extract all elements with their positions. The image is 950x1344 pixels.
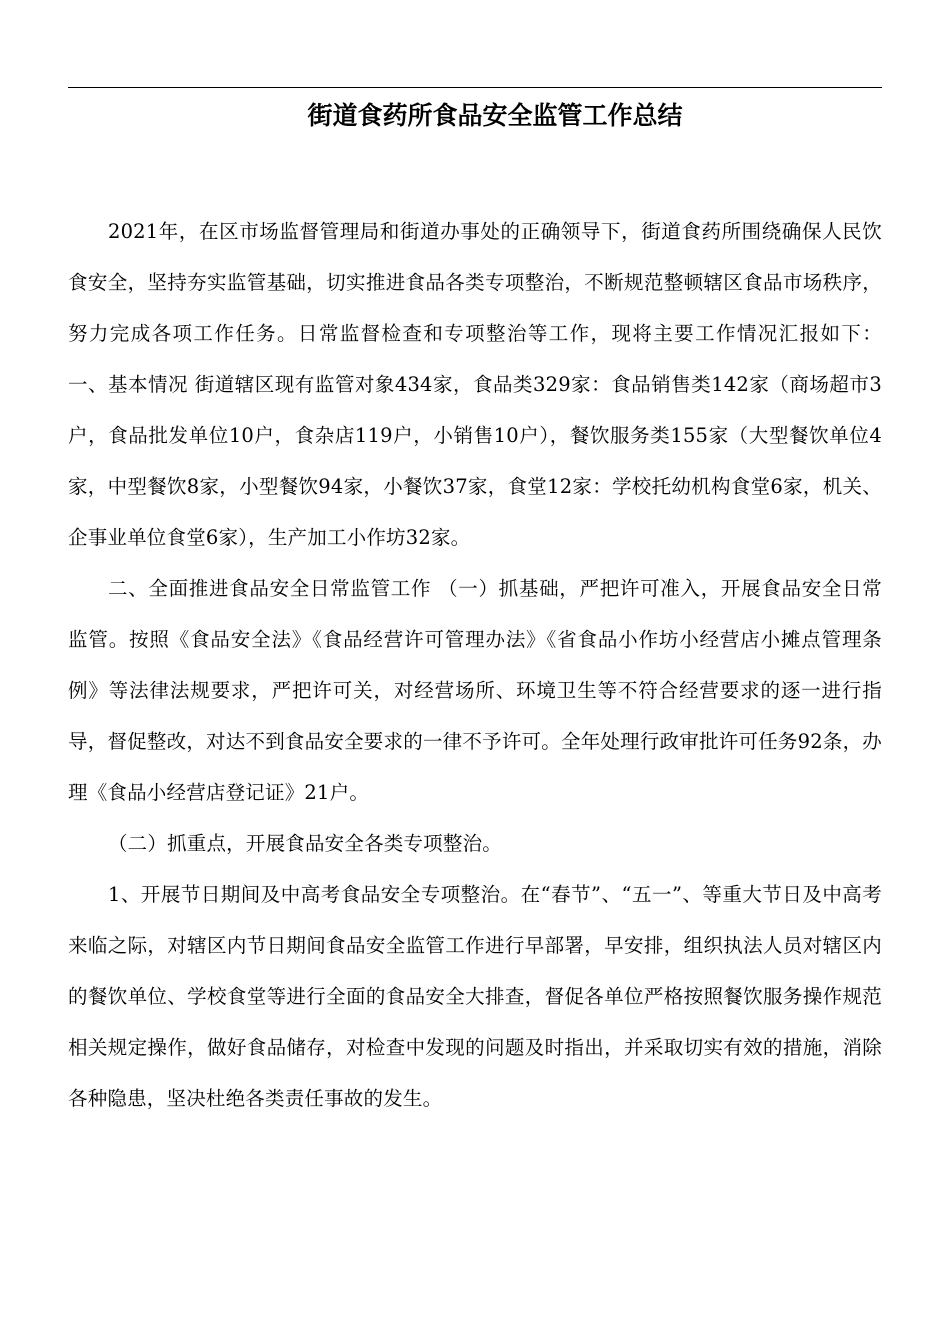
paragraph-basic-situation: 2021年，在区市场监督管理局和街道办事处的正确领导下，街道食药所围绕确保人民饮食安全，坚持夯实监管基础，切实推进食品各类专项整治，不断规范整顿辖区食品市场秩序，努力完成各项工作任务。日常监督检查和专项整治等工作，现将主要工作情况汇报如下： 一、基本情况 街道辖区现有监管对象434家，食品类329家：食品销售类142家（商场超市3户，食品批发单位10户，食杂店119户，小销售10户），餐饮服务类155家（大型餐饮单位4家，中型餐饮8家，小型餐饮94家，小餐饮37家，食堂12家：学校托幼机构食堂6家，机关、企事业单位食堂6家），生产加工小作坊32家。	[68, 220, 882, 549]
header-rule	[68, 87, 882, 88]
document-title: 街道食药所食品安全监管工作总结	[307, 101, 683, 130]
paragraph-special-rectification-heading: （二）抓重点，开展食品安全各类专项整治。	[107, 832, 502, 855]
document-body	[68, 206, 882, 1124]
paragraph-holiday-rectification: 1、开展节日期间及中高考食品安全专项整治。在“春节”、“五一”、等重大节日及中高考来临之际，对辖区内节日期间食品安全监管工作进行早部署，早安排，组织执法人员对辖区内的餐饮单位、学校食堂等进行全面的食品安全大排查，督促各单位严格按照餐饮服务操作规范相关规定操作，做好食品储存，对检查中发现的问题及时指出，并采取切实有效的措施，消除各种隐患，坚决杜绝各类责任事故的发生。	[68, 883, 882, 1110]
paragraph-daily-supervision: 二、全面推进食品安全日常监管工作 （一）抓基础，严把许可准入，开展食品安全日常监管。按照《食品安全法》《食品经营许可管理办法》《省食品小作坊小经营店小摊点管理条例》等法律法规要求，严把许可关，对经营场所、环境卫生等不符合经营要求的逐一进行指导，督促整改，对达不到食品安全要求的一律不予许可。全年处理行政审批许可任务92条，办理《食品小经营店登记证》21户。	[68, 577, 882, 804]
